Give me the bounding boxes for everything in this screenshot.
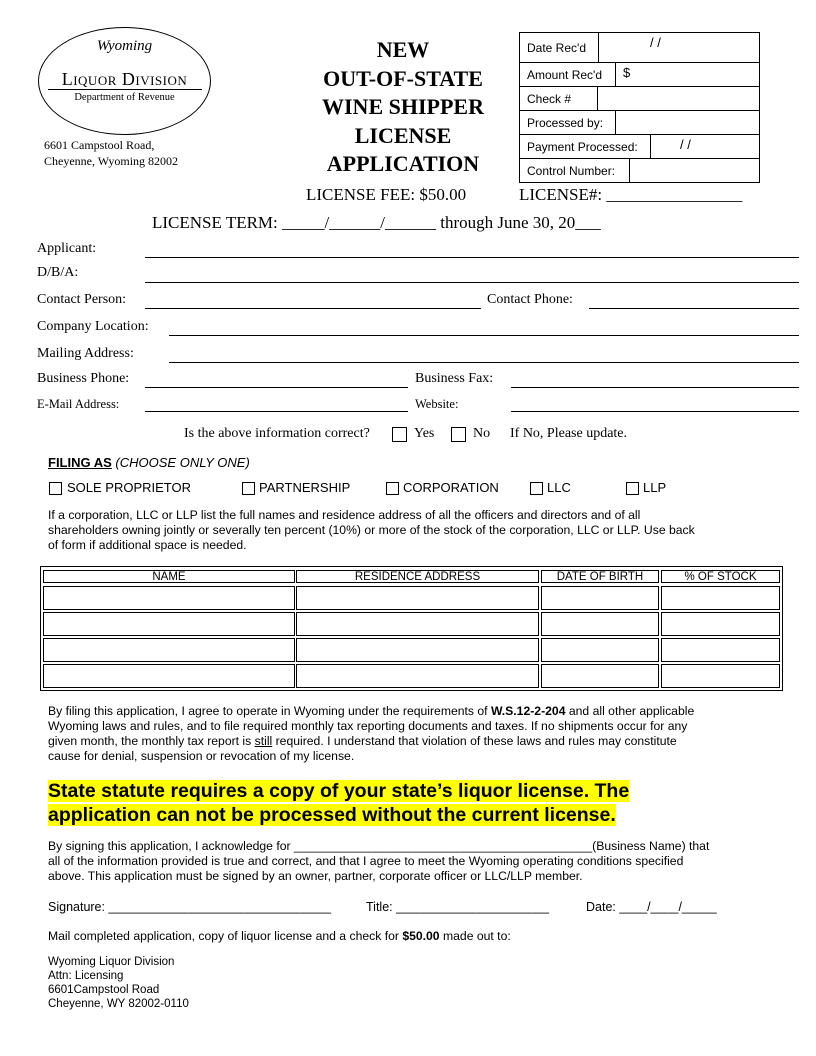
business-fax-label: Business Fax:: [415, 371, 494, 386]
officers-table: [40, 566, 783, 691]
office-row-control: [520, 159, 759, 182]
table-cell[interactable]: [296, 664, 539, 688]
title-line: WINE SHIPPER: [322, 94, 484, 119]
office-row-payment: [520, 135, 759, 159]
office-label: Payment Processed:: [527, 140, 638, 154]
office-label: Amount Rec'd: [527, 68, 602, 82]
table-header-dob: DATE OF BIRTH: [541, 570, 659, 583]
license-number-field[interactable]: LICENSE#: ________________: [519, 185, 743, 204]
table-cell[interactable]: [43, 612, 295, 636]
logo-subtitle: Department of Revenue: [74, 92, 175, 103]
llp-checkbox[interactable]: [626, 482, 639, 495]
statute-reference: W.S.12-2-204: [490, 704, 566, 718]
date-recd-field[interactable]: / /: [650, 35, 661, 50]
mail-address: Wyoming Liquor Division Attn: Licensing 6601Campstool Road Cheyenne, WY 82002-0110: [48, 956, 189, 1010]
license-term-field[interactable]: LICENSE TERM: _____/______/______ through June 30, 20___: [152, 213, 601, 232]
title-field[interactable]: Title: ______________________: [366, 900, 550, 914]
llc-label: LLC: [547, 480, 571, 495]
office-label: Date Rec'd: [527, 41, 586, 55]
payment-processed-field[interactable]: / /: [680, 137, 691, 152]
office-row-date-recd: [520, 33, 759, 63]
address-line-2: Cheyenne, Wyoming 82002: [44, 154, 179, 168]
yes-checkbox[interactable]: [392, 427, 407, 442]
llp-label: LLP: [643, 480, 667, 495]
table-cell[interactable]: [661, 664, 780, 688]
table-header-name: NAME: [43, 570, 295, 583]
applicant-field[interactable]: [145, 257, 799, 258]
website-label: Website:: [415, 397, 459, 411]
office-use-box: [519, 32, 760, 183]
sole-proprietor-checkbox[interactable]: [49, 482, 62, 495]
email-field[interactable]: [145, 411, 408, 412]
address-line-1: 6601 Campstool Road,: [44, 138, 155, 152]
mail-amount: $50.00: [402, 929, 440, 943]
license-copy-notice: State statute requires a copy of your state’s liquor license. The application can not be processed without the current license.: [48, 780, 630, 826]
company-location-label: Company Location:: [37, 319, 149, 334]
table-cell[interactable]: [661, 586, 780, 610]
filing-heading-block: [48, 455, 250, 470]
update-note: If No, Please update.: [510, 426, 628, 441]
table-cell[interactable]: [541, 586, 659, 610]
table-cell[interactable]: [296, 586, 539, 610]
filing-heading: FILING AS: [48, 455, 112, 470]
table-cell[interactable]: [541, 664, 659, 688]
yes-label: Yes: [414, 426, 435, 441]
mailing-address-field[interactable]: [169, 362, 799, 363]
acknowledgement-text: By signing this application, I acknowledge for ____________________________________________(Business Name) that all of the information provided is true and correct, and that I agree to meet the Wyoming operating conditions specified above. This application must be signed by an owner, partner, corporate officer or LLC/LLP member.: [48, 839, 710, 883]
agreement-text: By filing this application, I agree to operate in Wyoming under the requirements of W.S.12-2-204 and all other applicable Wyoming laws and rules, and to file required monthly tax reporting documents and taxes. If no shipments occur for any given month, the monthly tax report is still required. I understand that violation of these laws and rules may constitute cause for denial, suspension or revocation of my license.: [48, 704, 695, 763]
sole-proprietor-label: SOLE PROPRIETOR: [67, 480, 192, 495]
table-cell[interactable]: [661, 612, 780, 636]
applicant-label: Applicant:: [37, 241, 97, 256]
title-line: NEW: [376, 37, 430, 62]
title-line: LICENSE: [354, 122, 452, 148]
mail-instructions: Mail completed application, copy of liquor license and a check for $50.00 made out to:: [48, 929, 511, 943]
table-header-address: RESIDENCE ADDRESS: [296, 570, 539, 583]
dba-field[interactable]: [145, 282, 799, 283]
dba-label: D/B/A:: [37, 265, 79, 280]
partnership-label: PARTNERSHIP: [259, 480, 351, 495]
table-cell[interactable]: [296, 612, 539, 636]
table-cell[interactable]: [43, 638, 295, 662]
office-row-check: [520, 87, 759, 111]
logo-title: Liquor Division: [61, 69, 188, 89]
contact-person-field[interactable]: [145, 308, 481, 309]
table-cell[interactable]: [541, 612, 659, 636]
company-location-field[interactable]: [169, 335, 799, 336]
verify-question: Is the above information correct?: [184, 426, 370, 441]
table-cell[interactable]: [541, 638, 659, 662]
office-label: Check #: [527, 92, 572, 106]
title-line: APPLICATION: [326, 151, 480, 176]
logo-script: Wyoming: [96, 38, 153, 54]
logo-rule: [48, 89, 202, 90]
no-checkbox[interactable]: [451, 427, 466, 442]
email-label: E-Mail Address:: [37, 397, 120, 411]
partnership-checkbox[interactable]: [242, 482, 255, 495]
business-phone-label: Business Phone:: [37, 371, 130, 386]
title-line: OUT-OF-STATE: [323, 65, 483, 91]
table-cell[interactable]: [43, 664, 295, 688]
signature-field[interactable]: Signature: ________________________________: [48, 900, 331, 914]
corporation-checkbox[interactable]: [386, 482, 399, 495]
license-fee: LICENSE FEE: $50.00: [306, 185, 467, 204]
contact-person-label: Contact Person:: [37, 292, 127, 307]
table-cell[interactable]: [43, 586, 295, 610]
contact-phone-field[interactable]: [589, 308, 799, 309]
office-row-amount: [520, 63, 759, 87]
office-label: Control Number:: [527, 164, 616, 178]
no-label: No: [473, 426, 491, 441]
date-field[interactable]: Date: ____/____/_____: [586, 900, 717, 914]
business-fax-field[interactable]: [511, 387, 799, 388]
filing-note: (CHOOSE ONLY ONE): [115, 455, 250, 470]
corp-instructions: If a corporation, LLC or LLP list the full names and residence address of all the officers and directors and of all shareholders owning jointly or severally ten percent (10%) or more of the stock of the corporation, LLC or LLP. Use back of form if additional space is needed.: [48, 508, 695, 552]
office-label: Processed by:: [527, 116, 604, 130]
llc-checkbox[interactable]: [530, 482, 543, 495]
table-cell[interactable]: [661, 638, 780, 662]
office-row-processed-by: [520, 111, 759, 135]
corporation-label: CORPORATION: [403, 480, 499, 495]
mailing-address-label: Mailing Address:: [37, 346, 134, 361]
form-title: [296, 36, 510, 179]
business-phone-field[interactable]: [145, 387, 408, 388]
website-field[interactable]: [511, 411, 799, 412]
amount-recd-field[interactable]: $: [623, 65, 631, 80]
contact-phone-label: Contact Phone:: [487, 292, 573, 307]
table-cell[interactable]: [296, 638, 539, 662]
table-header-stock: % OF STOCK: [661, 570, 780, 583]
